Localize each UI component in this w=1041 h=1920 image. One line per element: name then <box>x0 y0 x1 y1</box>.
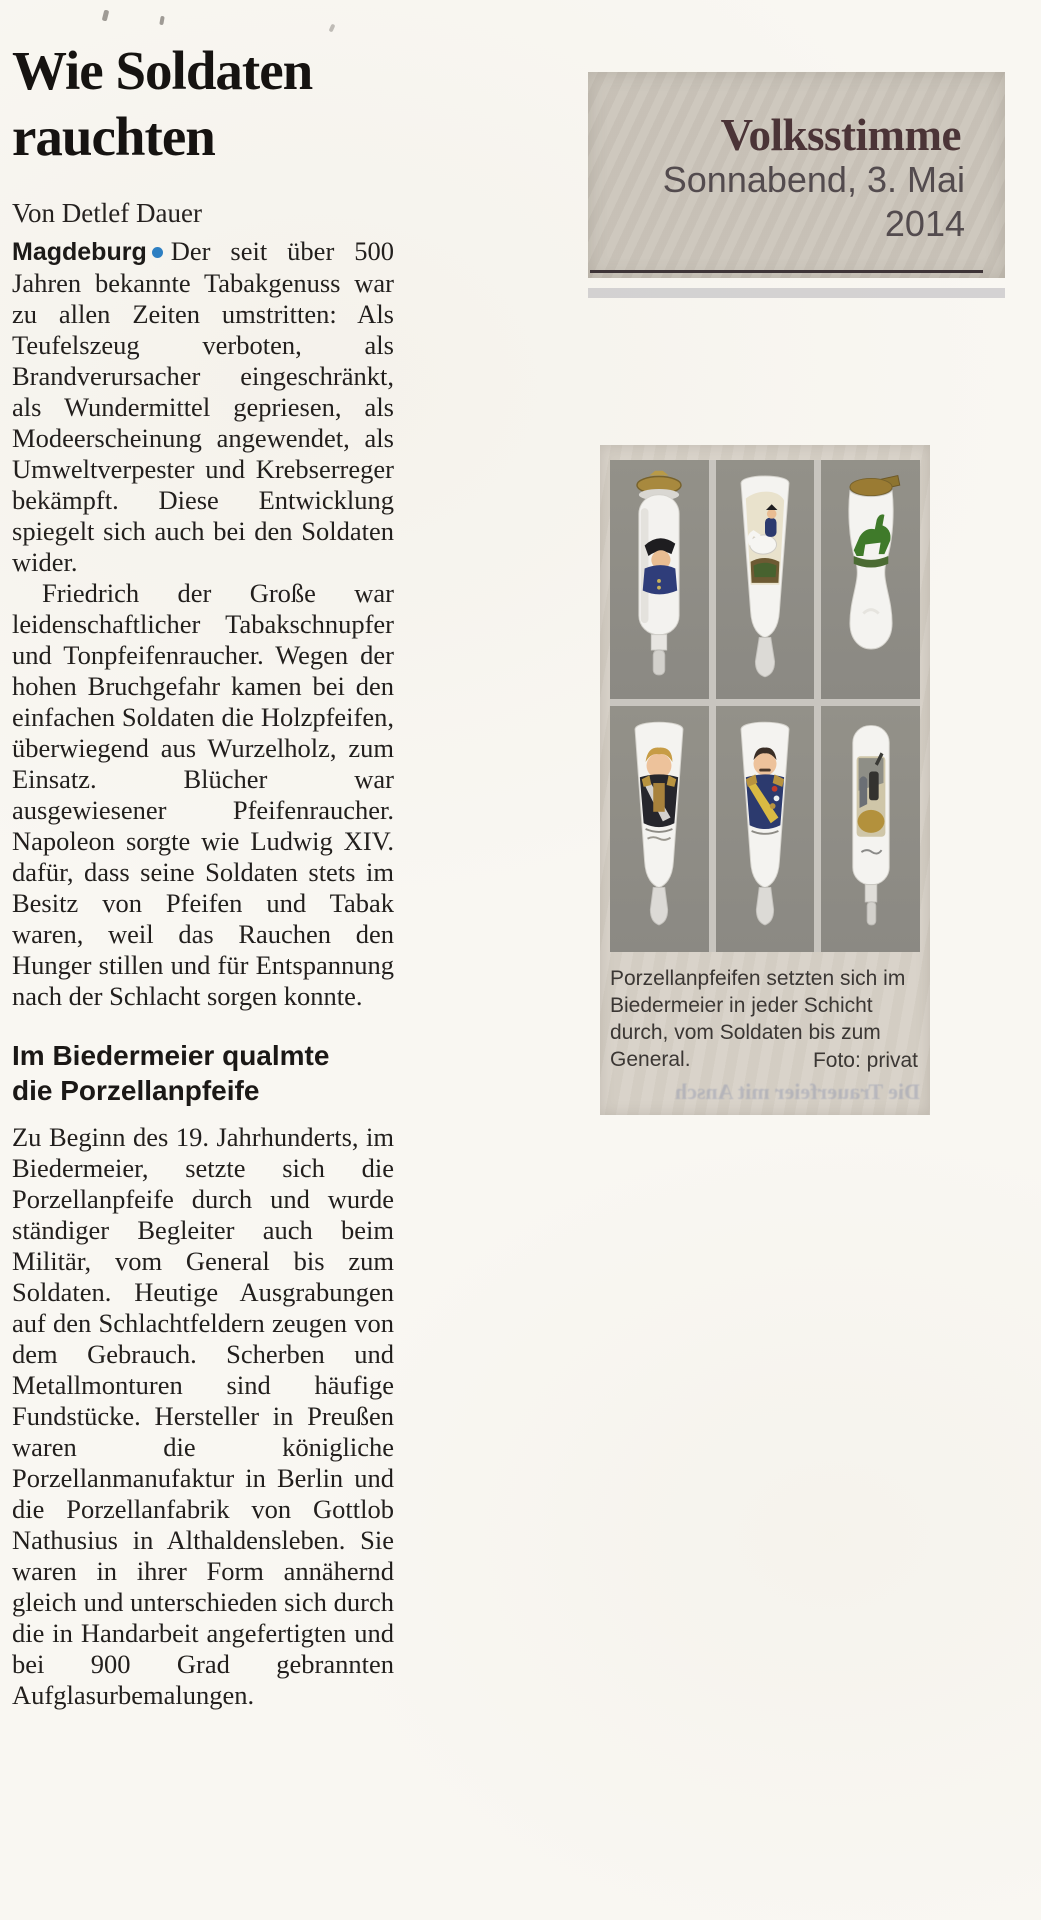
article-photo-block <box>600 445 930 1115</box>
masthead-rule <box>590 270 983 273</box>
porcelain-pipe-illustration <box>719 466 811 694</box>
dateline: Magdeburg <box>12 238 147 266</box>
porcelain-pipe-illustration <box>825 466 917 694</box>
photo-credit: Foto: privat <box>812 1049 918 1072</box>
newspaper-title: Volksstimme <box>720 110 961 160</box>
pipe-photo-young-officer <box>610 706 709 952</box>
article-column <box>12 38 394 1711</box>
porcelain-pipe-illustration <box>825 712 917 948</box>
article-lead-paragraph <box>12 236 394 578</box>
photo-caption <box>610 965 920 1075</box>
article-subhead: Im Biedermeier qualmte die Porzellanpfeife <box>12 1040 330 1106</box>
pipe-photo-rider-on-horse <box>716 460 815 699</box>
scan-speck <box>329 24 336 33</box>
porcelain-pipe-illustration <box>613 466 705 694</box>
porcelain-pipe-illustration <box>613 712 705 948</box>
pipe-photo-friedrich-portrait <box>610 460 709 699</box>
porcelain-pipe-illustration <box>719 712 811 948</box>
pipe-photo-decorated-officer <box>716 706 815 952</box>
dateline-bullet-icon <box>152 247 163 258</box>
pipe-photo-green-horse-rider <box>821 460 920 699</box>
masthead-bleed-band <box>588 288 1005 298</box>
photo-caption-text: Porzellanpfeifen setzten sich im Biedermeier in jeder Schicht durch, vom Soldaten bis zum General. <box>610 967 906 1071</box>
lead-paragraph-text: Der seit über 500 Jahren bekannte Tabakgenuss war zu allen Zeiten umstritten: Als Teufelszeug verboten, als Brandverursacher eingeschränkt, als Wundermittel gepriesen, als Modeerscheinung angewendet, als Umweltverpester und Krebserreger bekämpft. Diese Entwicklung spiegelt sich auch bei den Soldaten wider. <box>12 236 394 577</box>
pipe-photo-grid <box>610 460 920 952</box>
pipe-photo-soldiers-scene <box>821 706 920 952</box>
article-paragraph-2: Friedrich der Große war leidenschaftlicher Tabakschnupfer und Tonpfeifenraucher. Wegen der hohen Bruchgefahr kamen bei den einfachen Soldaten die Holzpfeifen, überwiegend aus Wurzelholz, zum Einsatz. Blücher war ausgewiesener Pfeifenraucher. Napoleon sorgte wie Ludwig XIV. dafür, dass seine Soldaten stets im Besitz von Pfeifen und Tabak waren, weil das Rauchen den Hunger stillen und für Entspannung nach der Schlacht sorgen konnte. <box>12 578 394 1011</box>
issue-date: Sonnabend, 3. Mai 2014 <box>662 159 965 244</box>
article-headline: Wie Soldaten rauchten <box>12 40 313 167</box>
scan-speck <box>159 16 165 26</box>
article-paragraph-3: Zu Beginn des 19. Jahrhunderts, im Biedermeier, setzte sich die Porzellanpfeife durch und wurde ständiger Begleiter auch beim Militär, vom General bis zum Soldaten. Heutige Ausgrabungen auf den Schlachtfeldern zeugen von dem Gebrauch. Scherben und Metallmonturen sind häufige Fundstücke. Hersteller in Preußen waren die königliche Porzellanmanufaktur in Berlin und die Porzellanfabrik von Gottlob Nathusius in Althaldensleben. Sie waren in ihrer Form annähernd gleich und unterschieden sich durch die in Handarbeit angefertigten und bei 900 Grad gebrannten Aufglasurbemalungen. <box>12 1122 394 1710</box>
scan-speck <box>102 10 110 22</box>
bleed-through-text: Die Trauerfeier mit Ansch <box>674 1079 920 1104</box>
masthead-box <box>588 72 1005 278</box>
article-byline: Von Detlef Dauer <box>12 198 202 228</box>
